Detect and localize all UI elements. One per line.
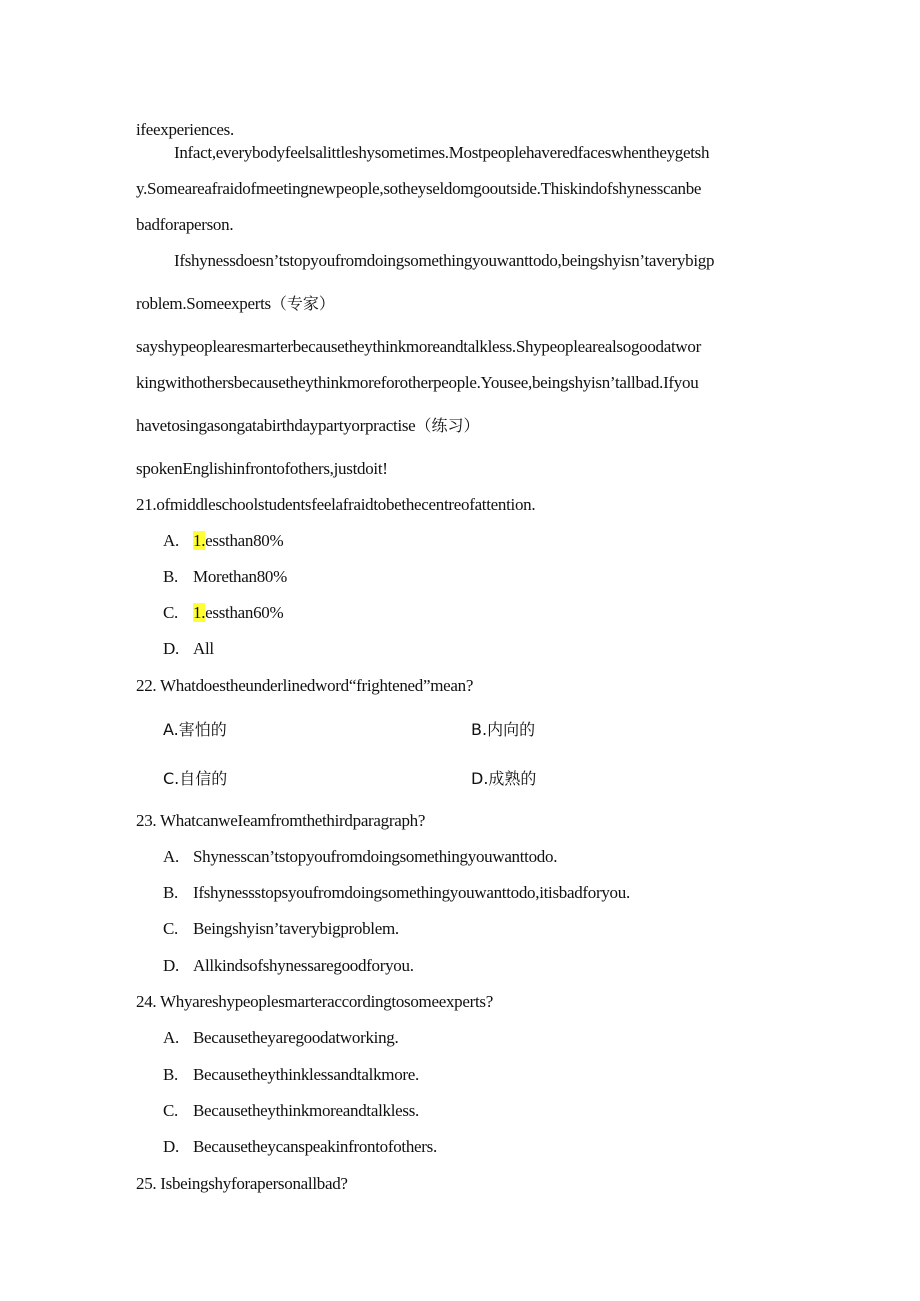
- option-text: Ifshynessstopsyoufromdoingsomethingyouwanttodo,itisbadforyou.: [193, 883, 630, 902]
- q21-option-c: [163, 603, 283, 623]
- highlight-mark: 1.: [193, 603, 206, 622]
- highlight-mark: 1.: [193, 531, 206, 550]
- option-label: B.: [163, 883, 178, 902]
- option-label: B.: [163, 1065, 178, 1084]
- question-24-stem: 24. Whyareshypeoplesmarteraccordingtosomeexperts?: [136, 992, 493, 1011]
- q22-option-d: D.成熟的: [471, 769, 537, 788]
- question-22-stem: 22. Whatdoestheunderlinedword“frightened”mean?: [136, 676, 474, 695]
- option-text: Becausetheycanspeakinfrontofothers.: [193, 1137, 437, 1156]
- option-label: D.: [163, 956, 179, 975]
- option-text: Shynesscan’tstopyoufromdoingsomethingyouwanttodo.: [193, 847, 558, 866]
- option-label: A.: [163, 1028, 179, 1047]
- option-text: Becausetheyaregoodatworking.: [193, 1028, 399, 1047]
- q22-option-a: A.害怕的: [163, 720, 227, 739]
- passage-text: roblem.Someexperts: [136, 294, 271, 313]
- passage-line: badforaperson.: [136, 215, 234, 234]
- passage-line: sayshypeoplearesmarterbecausetheythinkmoreandtalkless.Shypeoplearealsogoodatwor: [136, 337, 701, 356]
- option-text: Becausetheythinklessandtalkmore.: [193, 1065, 419, 1084]
- option-label: C.: [163, 919, 178, 938]
- passage-line: [136, 413, 479, 436]
- passage-text: havetosingasongatabirthdaypartyorpractise: [136, 416, 416, 435]
- q24-option-b: [163, 1065, 419, 1085]
- option-label: C.: [163, 603, 178, 622]
- q23-option-c: [163, 919, 399, 939]
- passage-line: y.Someareafraidofmeetingnewpeople,sotheyseldomgooutside.Thiskindofshynesscanbe: [136, 179, 702, 198]
- passage-line: Ifshynessdoesn’tstopyoufromdoingsomethingyouwanttodo,beingshyisn’taverybigp: [174, 251, 715, 270]
- question-25-stem: 25. Isbeingshyforapersonallbad?: [136, 1174, 348, 1193]
- q21-option-d: [163, 639, 214, 659]
- q23-option-b: [163, 883, 630, 903]
- q21-option-a: [163, 531, 283, 551]
- gloss-practise: （练习）: [415, 416, 480, 435]
- q23-option-a: [163, 847, 557, 867]
- q24-option-a: [163, 1028, 398, 1048]
- q23-option-d: [163, 956, 414, 976]
- passage-line: kingwithothersbecausetheythinkmoreforotherpeople.Yousee,beingshyisn’tallbad.Ifyou: [136, 373, 699, 392]
- question-23-stem: 23. WhatcanweIeamfromthethirdparagraph?: [136, 811, 426, 830]
- option-text: Beingshyisn’taverybigproblem.: [193, 919, 399, 938]
- passage-line: [136, 291, 335, 314]
- passage-line: spokenEnglishinfrontofothers,justdoit!: [136, 459, 388, 478]
- q24-option-c: [163, 1101, 419, 1121]
- option-text: Becausetheythinkmoreandtalkless.: [193, 1101, 419, 1120]
- option-text: essthan60%: [205, 603, 284, 622]
- option-label: D.: [163, 1137, 179, 1156]
- option-text: essthan80%: [205, 531, 284, 550]
- q21-option-b: [163, 567, 287, 587]
- passage-line: ifeexperiences.: [136, 120, 234, 139]
- option-label: D.: [163, 639, 179, 658]
- option-label: A.: [163, 531, 179, 550]
- option-text: All: [193, 639, 214, 658]
- option-text: Morethan80%: [193, 567, 287, 586]
- gloss-experts: （专家）: [270, 294, 335, 313]
- question-21-stem: 21.ofmiddleschoolstudentsfeelafraidtobethecentreofattention.: [136, 495, 536, 514]
- option-label: B.: [163, 567, 178, 586]
- option-label: C.: [163, 1101, 178, 1120]
- option-text: Allkindsofshynessaregoodforyou.: [193, 956, 414, 975]
- q24-option-d: [163, 1137, 437, 1157]
- q22-option-c: C.自信的: [163, 769, 228, 788]
- option-label: A.: [163, 847, 179, 866]
- q22-option-b: B.内向的: [471, 720, 536, 739]
- passage-line: Infact,everybodyfeelsalittleshysometimes.Mostpeoplehaveredfaceswhentheygetsh: [174, 143, 710, 162]
